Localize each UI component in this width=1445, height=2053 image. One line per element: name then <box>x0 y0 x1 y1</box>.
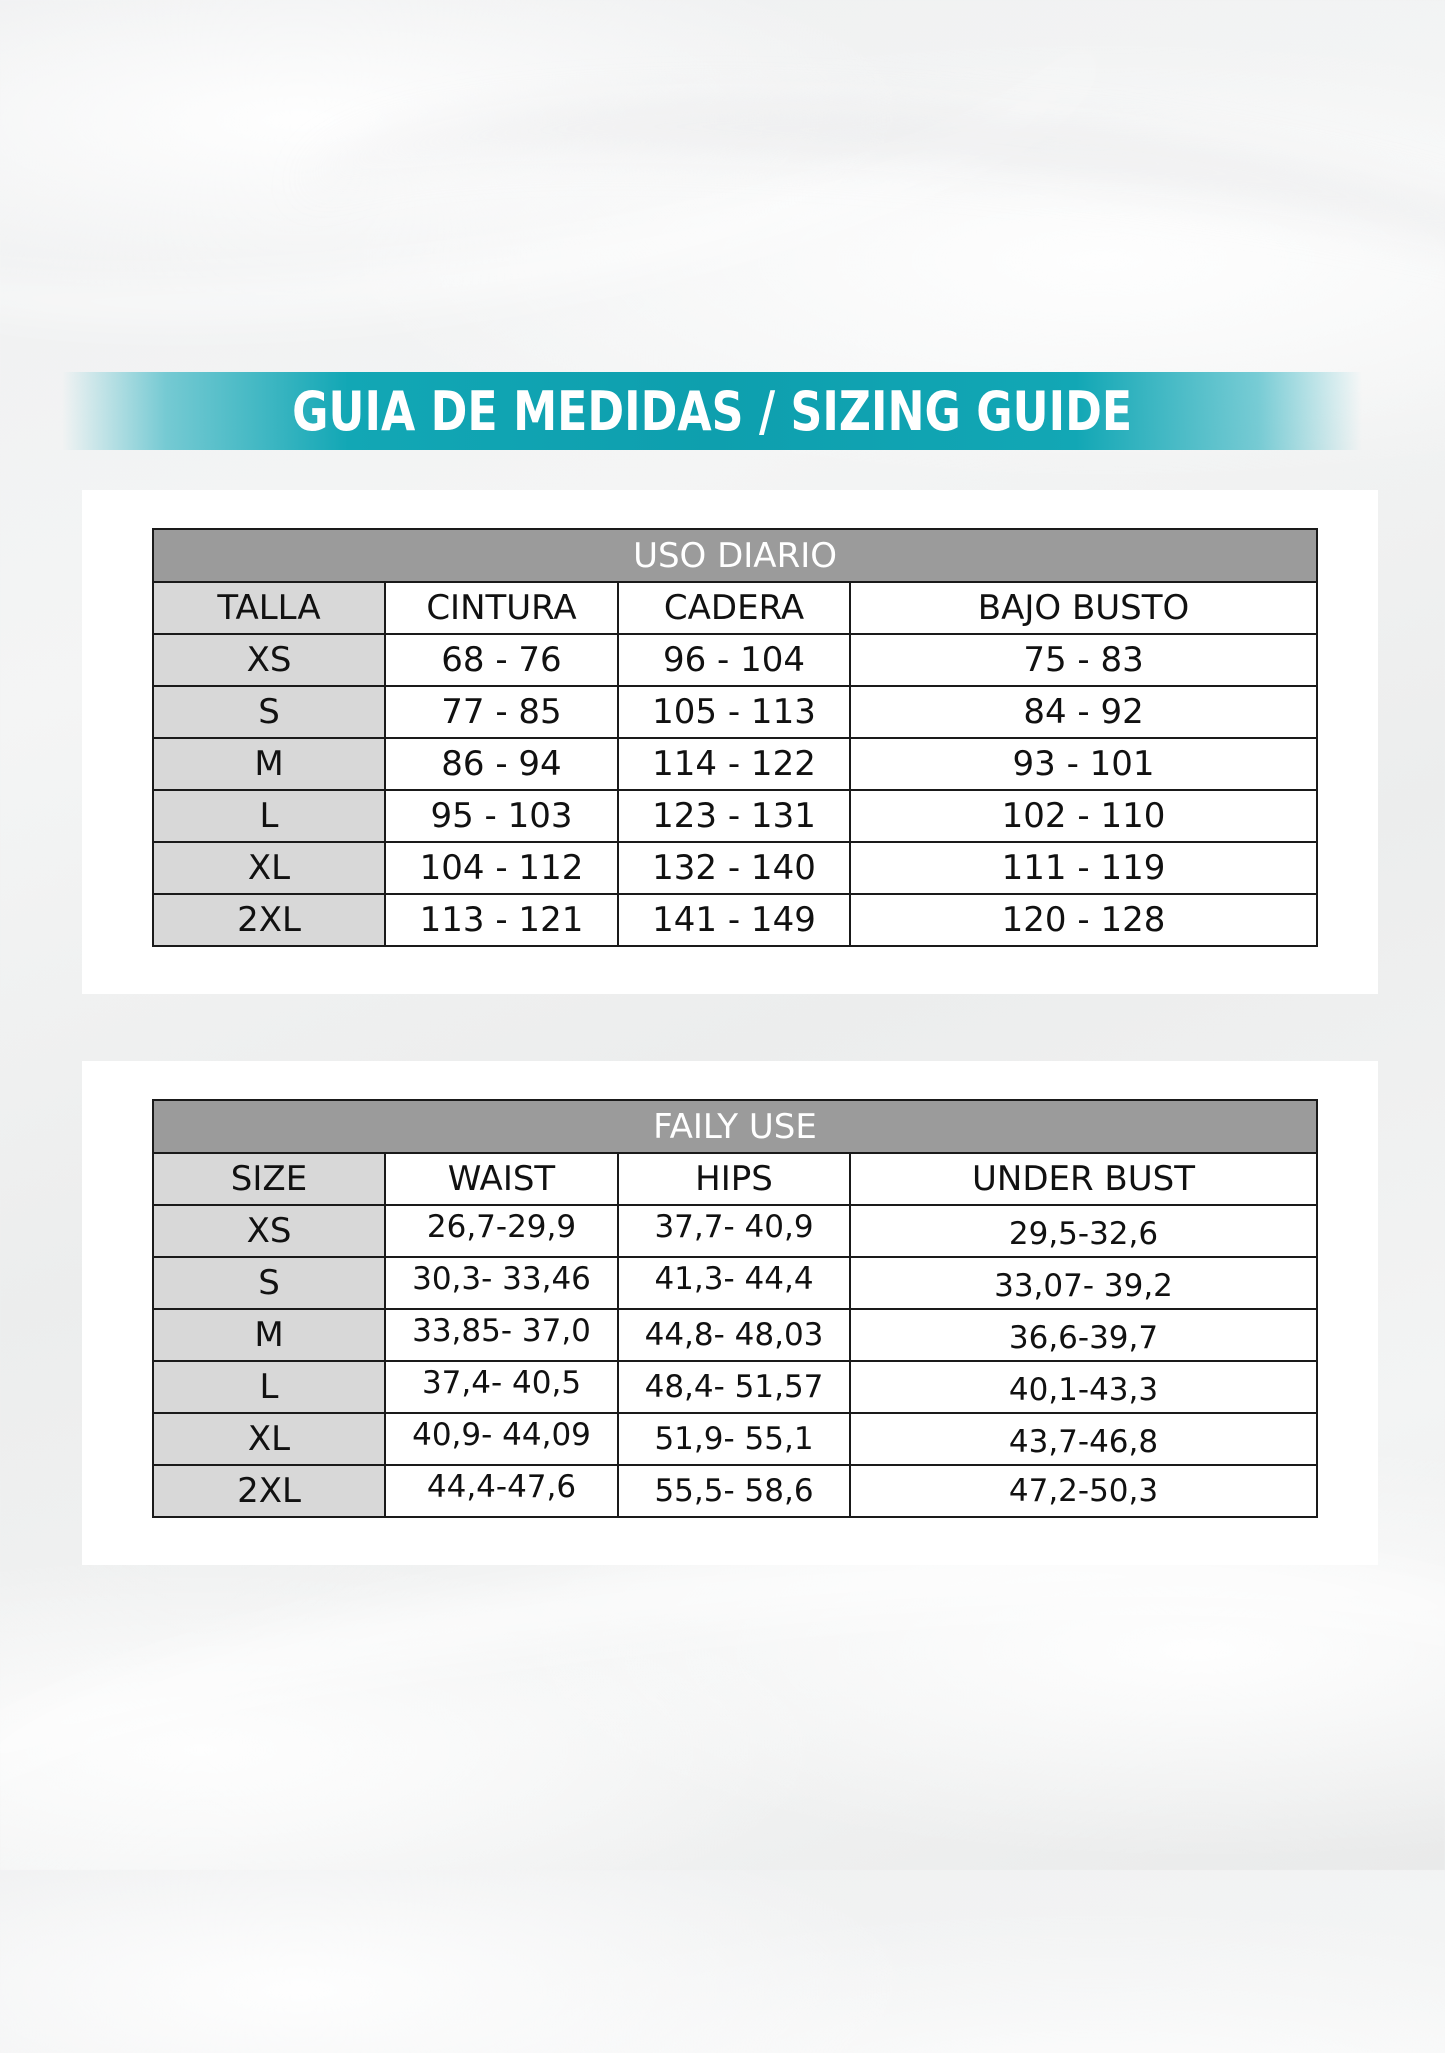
hips-value: 123 - 131 <box>618 790 850 842</box>
table-row <box>153 1465 1317 1517</box>
hips-value: 48,4- 51,57 <box>644 1369 824 1405</box>
under-bust-value: 33,07- 39,2 <box>994 1268 1173 1304</box>
waist-value: 95 - 103 <box>385 790 618 842</box>
under-bust-value: 43,7-46,8 <box>1008 1424 1159 1460</box>
background-swoosh <box>0 0 1119 389</box>
hips-value: 105 - 113 <box>618 686 850 738</box>
waist-value: 44,4-47,6 <box>426 1469 577 1505</box>
table-row <box>153 634 1317 686</box>
table-row <box>153 894 1317 946</box>
under-bust-value: 120 - 128 <box>850 894 1317 946</box>
waist-value: 68 - 76 <box>385 634 618 686</box>
metric-size-table <box>152 528 1318 947</box>
under-bust-value: 111 - 119 <box>850 842 1317 894</box>
under-bust-value: 47,2-50,3 <box>1008 1473 1159 1509</box>
imperial-size-card <box>82 1061 1378 1565</box>
hips-value: 141 - 149 <box>618 894 850 946</box>
under-bust-value: 84 - 92 <box>850 686 1317 738</box>
table-row <box>153 686 1317 738</box>
size-label: M <box>153 738 385 790</box>
section-title: FAILY USE <box>153 1100 1317 1153</box>
column-header-under-bust: BAJO BUSTO <box>850 582 1317 634</box>
size-label: S <box>153 1257 385 1309</box>
table-row <box>153 842 1317 894</box>
table-row <box>153 1413 1317 1465</box>
column-header-hips: CADERA <box>618 582 850 634</box>
waist-value: 113 - 121 <box>385 894 618 946</box>
size-label: S <box>153 686 385 738</box>
under-bust-value: 40,1-43,3 <box>1008 1372 1159 1408</box>
column-header-waist: WAIST <box>385 1153 618 1205</box>
size-label: 2XL <box>153 894 385 946</box>
size-label: XS <box>153 1205 385 1257</box>
waist-value: 33,85- 37,0 <box>412 1313 591 1349</box>
under-bust-value: 93 - 101 <box>850 738 1317 790</box>
under-bust-value: 75 - 83 <box>850 634 1317 686</box>
column-header-hips: HIPS <box>618 1153 850 1205</box>
metric-size-card <box>82 490 1378 994</box>
size-label: M <box>153 1309 385 1361</box>
column-header-under-bust: UNDER BUST <box>850 1153 1317 1205</box>
hips-value: 51,9- 55,1 <box>654 1421 814 1457</box>
hips-value: 55,5- 58,6 <box>654 1473 814 1509</box>
waist-value: 104 - 112 <box>385 842 618 894</box>
table-row <box>153 1205 1317 1257</box>
hips-value: 132 - 140 <box>618 842 850 894</box>
table-row <box>153 738 1317 790</box>
table-row <box>153 1361 1317 1413</box>
hips-value: 114 - 122 <box>618 738 850 790</box>
hips-value: 37,7- 40,9 <box>654 1209 814 1245</box>
table-row <box>153 1257 1317 1309</box>
under-bust-value: 29,5-32,6 <box>1008 1216 1159 1252</box>
waist-value: 37,4- 40,5 <box>421 1365 582 1401</box>
imperial-size-table <box>152 1099 1318 1518</box>
under-bust-value: 102 - 110 <box>850 790 1317 842</box>
under-bust-value: 36,6-39,7 <box>1008 1320 1159 1356</box>
hips-value: 44,8- 48,03 <box>644 1317 824 1353</box>
size-label: L <box>153 790 385 842</box>
waist-value: 40,9- 44,09 <box>412 1417 591 1453</box>
background-swoosh <box>0 1487 1445 2053</box>
waist-value: 86 - 94 <box>385 738 618 790</box>
waist-value: 30,3- 33,46 <box>412 1261 591 1297</box>
size-label: XL <box>153 842 385 894</box>
page-title: GUIA DE MEDIDAS / SIZING GUIDE <box>292 379 1132 443</box>
size-label: L <box>153 1361 385 1413</box>
column-header-size: TALLA <box>153 582 385 634</box>
hips-value: 96 - 104 <box>618 634 850 686</box>
title-banner <box>62 372 1362 450</box>
size-label: XL <box>153 1413 385 1465</box>
section-title: USO DIARIO <box>153 529 1317 582</box>
table-row <box>153 790 1317 842</box>
waist-value: 26,7-29,9 <box>426 1209 577 1245</box>
column-header-waist: CINTURA <box>385 582 618 634</box>
column-header-size: SIZE <box>153 1153 385 1205</box>
waist-value: 77 - 85 <box>385 686 618 738</box>
size-label: XS <box>153 634 385 686</box>
hips-value: 41,3- 44,4 <box>654 1261 814 1297</box>
size-label: 2XL <box>153 1465 385 1517</box>
table-row <box>153 1309 1317 1361</box>
